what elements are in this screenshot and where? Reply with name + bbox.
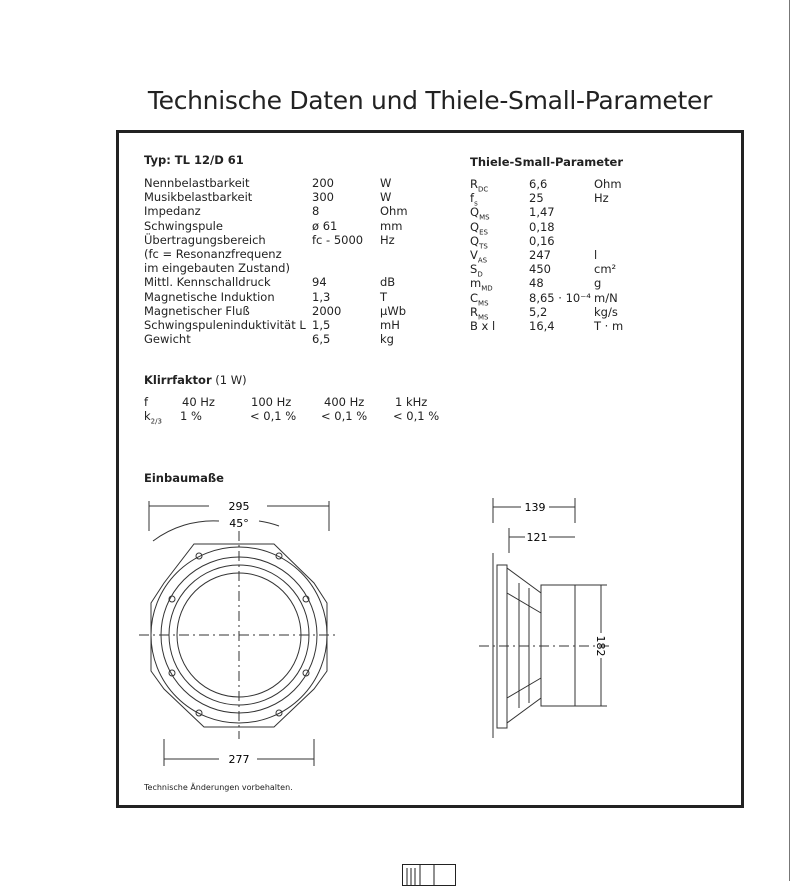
- klirr-title-suffix: (1 W): [215, 373, 247, 387]
- spec-row-label: Übertragungsbereich: [144, 232, 266, 247]
- ts-unit: Hz: [594, 191, 609, 206]
- klirr-cell: < 0,1 %: [321, 409, 368, 423]
- ts-value: 450: [529, 262, 551, 277]
- dim-121: 121: [526, 531, 548, 544]
- spec-row-unit: W: [380, 190, 392, 205]
- klirr-cell: < 0,1 %: [393, 409, 440, 423]
- ts-symbol: B x l: [470, 319, 496, 333]
- klirr-cell: 100 Hz: [251, 395, 292, 409]
- ts-symbol: $R_{DC}$: [470, 177, 489, 194]
- spec-row-label: im eingebauten Zustand): [144, 261, 290, 276]
- spec-row-unit: μWb: [380, 303, 406, 318]
- spec-row-label: Gewicht: [144, 332, 191, 347]
- spec-row-label: Magnetischer Fluß: [144, 303, 250, 318]
- ts-symbol: $C_{MS}$: [470, 290, 489, 307]
- ts-unit: m/N: [594, 290, 618, 305]
- spec-row-label: Musikbelastbarkeit: [144, 190, 253, 205]
- dim-295: 295: [228, 500, 250, 513]
- ts-unit: l: [594, 248, 598, 262]
- spec-row-unit: Hz: [380, 232, 395, 247]
- spec-row-label: (fc = Resonanzfrequenz: [144, 247, 282, 261]
- klirr-symbol: $k_{2/3}$: [144, 409, 162, 426]
- dim-45: 45°: [229, 517, 249, 530]
- ts-value: 25: [529, 191, 544, 206]
- ts-value: 48: [529, 276, 544, 291]
- ts-symbol: $m_{MD}$: [470, 276, 493, 293]
- klirr-cell: 40 Hz: [182, 395, 215, 409]
- spec-row-unit: T: [380, 289, 388, 304]
- ts-unit: T · m: [594, 319, 624, 333]
- type-label: Typ: TL 12/D 61: [144, 153, 244, 167]
- brand-logo: [402, 864, 456, 886]
- ts-unit: cm²: [594, 262, 617, 277]
- spec-row-label: Schwingspule: [144, 218, 223, 233]
- footnote: Technische Änderungen vorbehalten.: [144, 783, 293, 792]
- ts-symbol: $Q_{TS}$: [470, 233, 488, 251]
- spec-row-unit: Ohm: [380, 204, 408, 219]
- klirr-cell: 400 Hz: [324, 395, 365, 409]
- ts-value: 5,2: [529, 304, 548, 319]
- ts-unit: Ohm: [594, 177, 622, 191]
- spec-table: [144, 176, 444, 356]
- spec-row-unit: mm: [380, 218, 403, 233]
- spec-row-value: 6,5: [312, 332, 331, 347]
- ts-value: 0,16: [529, 233, 555, 248]
- front-view-drawing: [139, 491, 339, 771]
- spec-row-unit: kg: [380, 332, 394, 347]
- spec-row-label: Impedanz: [144, 204, 201, 219]
- spec-row-value: fc - 5000: [312, 232, 364, 247]
- ts-symbol: $R_{MS}$: [470, 304, 489, 322]
- klirr-cell: 1 kHz: [395, 395, 428, 409]
- dim-139: 139: [524, 501, 546, 514]
- spec-row-value: ø 61: [312, 218, 338, 233]
- ts-title: Thiele-Small-Parameter: [470, 155, 624, 169]
- spec-row-unit: mH: [380, 318, 400, 332]
- ts-symbol: $Q_{MS}$: [470, 205, 490, 222]
- spec-row-value: 1,5: [312, 318, 331, 332]
- spec-row-label: Mittl. Kennschalldruck: [144, 275, 271, 290]
- spec-row-unit: dB: [380, 275, 396, 290]
- klirr-title: Klirrfaktor: [144, 373, 212, 387]
- page-title: Technische Daten und Thiele-Small-Parameter: [147, 86, 713, 115]
- datasheet-frame: [116, 130, 744, 808]
- ts-value: 0,18: [529, 219, 555, 234]
- dim-182: 182: [594, 635, 607, 657]
- spec-row-label: Magnetische Induktion: [144, 289, 275, 304]
- klirr-cell: < 0,1 %: [250, 409, 297, 423]
- spec-row-value: 300: [312, 190, 334, 205]
- klirr-cell: 1 %: [180, 409, 202, 423]
- ts-value: 16,4: [529, 319, 555, 333]
- spec-row-value: 94: [312, 275, 327, 290]
- spec-row-value: 2000: [312, 303, 342, 318]
- klirr-heading: [144, 373, 247, 387]
- klirr-table: [144, 395, 464, 425]
- ts-symbol: $V_{AS}$: [470, 248, 488, 265]
- einbau-title: Einbaumaße: [144, 471, 224, 485]
- ts-value: 8,65 · 10⁻⁴: [529, 290, 591, 305]
- ts-table: [470, 177, 670, 347]
- spec-row-label: Schwingspuleninduktivität L: [144, 318, 306, 332]
- spec-row-unit: W: [380, 176, 392, 190]
- dim-277: 277: [228, 753, 250, 766]
- ts-symbol: $Q_{ES}$: [470, 219, 488, 236]
- ts-symbol: $f_s$: [470, 191, 478, 208]
- spec-row-value: 8: [312, 204, 320, 219]
- klirr-cell: f: [144, 395, 149, 409]
- ts-value: 247: [529, 248, 551, 262]
- ts-unit: g: [594, 276, 602, 291]
- ts-unit: kg/s: [594, 304, 618, 319]
- ts-value: 1,47: [529, 205, 555, 220]
- ts-symbol: $S_D$: [470, 262, 483, 279]
- spec-row-value: 200: [312, 176, 334, 190]
- side-view-drawing: [479, 493, 619, 743]
- spec-row-value: 1,3: [312, 289, 331, 304]
- ts-value: 6,6: [529, 177, 548, 191]
- spec-row-label: Nennbelastbarkeit: [144, 176, 250, 190]
- page-edge-rule: [789, 0, 790, 881]
